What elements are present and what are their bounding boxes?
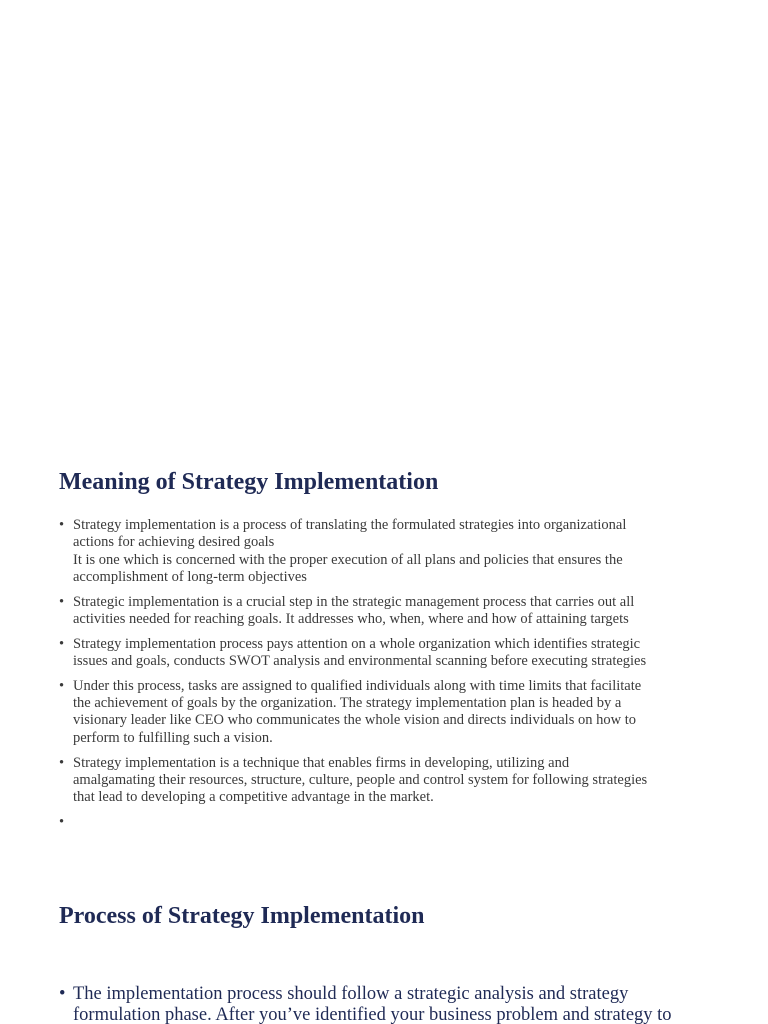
bullet-icon: •	[59, 813, 65, 830]
bullet-text-line: visionary leader like CEO who communicates the whole vision and directs individuals on how to	[73, 712, 636, 729]
bullet-text-line: formulation phase. After you’ve identified your business problem and strategy to	[73, 1005, 672, 1024]
bullet-text-line: actions for achieving desired goals	[73, 534, 275, 551]
bullet-text-line: perform to fulfilling such a vision.	[73, 729, 273, 746]
bullet-text-line: Strategic implementation is a crucial step in the strategic management process that carries out all	[73, 593, 635, 610]
bullet-text-line: issues and goals, conducts SWOT analysis and environmental scanning before executing strategies	[73, 653, 647, 670]
bullet-icon: •	[59, 754, 65, 771]
meaning-bullet-list	[59, 517, 719, 838]
bullet-text-line: Strategy implementation is a technique that enables firms in developing, utilizing and	[73, 754, 570, 771]
bullet-text-line: Strategy implementation is a process of translating the formulated strategies into organizational	[73, 517, 627, 533]
bullet-text-line: amalgamating their resources, structure, culture, people and control system for following strategies	[73, 771, 648, 788]
section-title-meaning: Meaning of Strategy Implementation	[59, 469, 439, 495]
bullet-text-line: that lead to developing a competitive advantage in the market.	[73, 789, 434, 806]
bullet-text-line: It is one which is concerned with the proper execution of all plans and policies that ensures the	[73, 551, 623, 568]
bullet-text-line: the achievement of goals by the organization. The strategy implementation plan is headed by a	[73, 695, 622, 712]
list-item	[59, 517, 719, 586]
list-item	[59, 814, 719, 831]
list-item	[59, 636, 719, 671]
list-item	[59, 984, 719, 1024]
list-item	[59, 594, 719, 629]
bullet-text-line: activities needed for reaching goals. It addresses who, when, where and how of attaining targets	[73, 610, 629, 627]
bullet-icon: •	[59, 635, 65, 652]
bullet-text-line: Under this process, tasks are assigned to qualified individuals along with time limits that facilitate	[73, 677, 642, 694]
bullet-icon: •	[59, 593, 65, 610]
bullet-icon: •	[59, 984, 66, 1004]
process-bullet-list	[59, 984, 719, 1024]
bullet-icon: •	[59, 677, 65, 694]
list-item	[59, 755, 719, 807]
bullet-icon: •	[59, 517, 65, 533]
bullet-text-line: Strategy implementation process pays attention on a whole organization which identifies strategic	[73, 635, 641, 652]
list-item	[59, 678, 719, 747]
bullet-text-line: The implementation process should follow a strategic analysis and strategy	[73, 984, 629, 1004]
section-title-process: Process of Strategy Implementation	[59, 903, 425, 929]
bullet-text-line: accomplishment of long-term objectives	[73, 568, 307, 585]
